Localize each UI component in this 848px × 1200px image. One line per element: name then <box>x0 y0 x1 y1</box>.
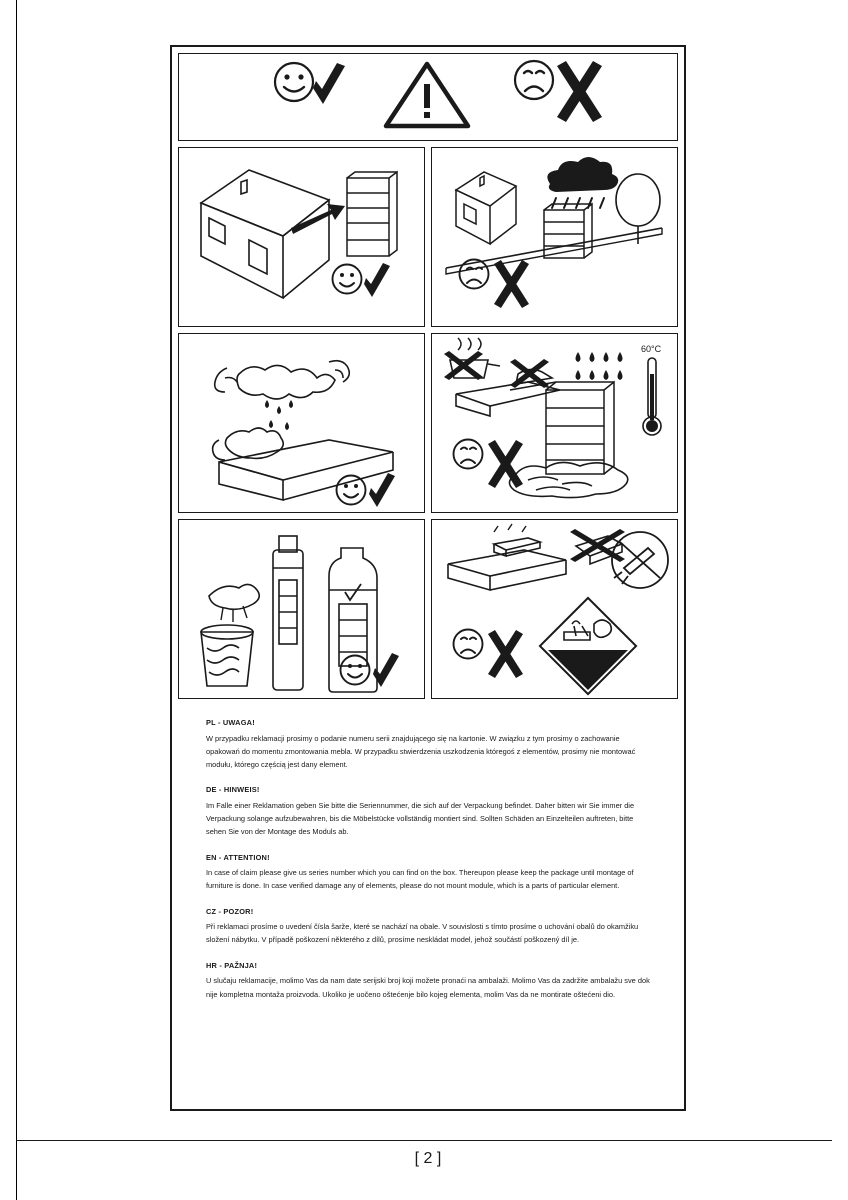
multilingual-notes <box>206 717 652 1014</box>
cross-mark-icon <box>444 351 483 380</box>
note-title-de: DE - HINWEIS! <box>206 785 260 795</box>
frowny-face-icon <box>515 61 553 99</box>
page-number: [ 2 ] <box>414 1150 442 1167</box>
note-body-de: Im Falle einer Reklamation geben Sie bitte die Seriennummer, die sich auf der Verpackung befindet. Daher bitten wir Sie immer die Verpackung solange aufzubewahren, bis die Möbelstücke vollständig montiert sind. Sollten Schäden an Einzelteilen auftreten, bitte sehen Sie von der Montage des Moduls ab. <box>206 800 635 837</box>
check-mark-icon <box>313 63 345 104</box>
note-hr <box>206 960 652 1001</box>
note-title-pl: PL - UWAGA! <box>206 718 255 727</box>
pictogram-area <box>178 53 678 699</box>
note-en <box>206 852 652 893</box>
panel-outdoor-storage <box>431 147 678 327</box>
note-cz <box>206 906 652 947</box>
panel-no-heat-no-water <box>431 333 678 513</box>
warning-triangle-icon <box>386 64 468 126</box>
panel-wipe-dry-cloth <box>178 333 425 513</box>
temperature-label: 60°C <box>641 344 662 354</box>
page-left-rule <box>16 0 17 1200</box>
note-body-en: In case of claim please give us series number which you can find on the box. Thereupon please keep the package until montage of furniture is done. In case verified damage any of elements, please do not mount module, which is a parts of particular element. <box>206 868 634 891</box>
frowny-face-icon <box>454 630 483 659</box>
content-frame <box>170 45 686 1111</box>
footer <box>170 1150 686 1168</box>
note-title-hr: HR - PAŽNJA! <box>206 960 258 970</box>
note-de <box>206 784 652 838</box>
smiley-face-icon <box>341 656 370 685</box>
note-body-cz: Při reklamaci prosíme o uvedení čísla šarže, které se nachází na obale. V souvislosti s tímto prosíme o uchování obalů do okamžiku složení nábytku. V případě poškození některého z dílů, prosíme neskládat model, jehož součástí poškozený díl je. <box>206 922 639 945</box>
pictogram-grid <box>178 147 678 699</box>
footer-divider <box>16 1140 832 1141</box>
note-body-hr: U slučaju reklamacije, molimo Vas da nam date serijski broj koji možete pronaći na ambalaži. Molimo Vas da zadržite ambalažu sve dok nije kompletna montaža proizvoda. Ukoliko je uočeno oštećenje bilo kojeg elementa, molim Vas da ne montirate oštećeni dio. <box>206 976 650 999</box>
cross-mark-icon <box>557 61 602 122</box>
panel-no-abrasives <box>431 519 678 699</box>
check-mark-icon <box>364 263 390 297</box>
cross-mark-icon <box>488 440 523 488</box>
cross-mark-icon <box>488 630 523 678</box>
note-body-pl: W przypadku reklamacji prosimy o podanie numeru serii znajdującego się na kartonie. W związku z tym prosimy o zachowanie opakowań do momentu zmontowania mebla. W przypadku stwierdzenia uszkodzenia któregoś z elementów, prosimy nie montować modułu, którego częścią jest dany element. <box>206 733 636 770</box>
pictogram-header-band <box>178 53 678 141</box>
smiley-face-icon <box>337 476 366 505</box>
note-title-en: EN - ATTENTION! <box>206 852 270 862</box>
frowny-face-icon <box>460 260 489 289</box>
frowny-face-icon <box>454 440 483 469</box>
header-icons <box>179 54 676 139</box>
panel-mild-detergent <box>178 519 425 699</box>
check-mark-icon <box>369 473 395 507</box>
note-pl <box>206 717 652 771</box>
note-title-cz: CZ - POZOR! <box>206 906 254 916</box>
panel-indoor-storage <box>178 147 425 327</box>
smiley-face-icon <box>333 265 362 294</box>
smiley-face-icon <box>275 63 313 101</box>
cross-mark-icon <box>494 260 529 308</box>
